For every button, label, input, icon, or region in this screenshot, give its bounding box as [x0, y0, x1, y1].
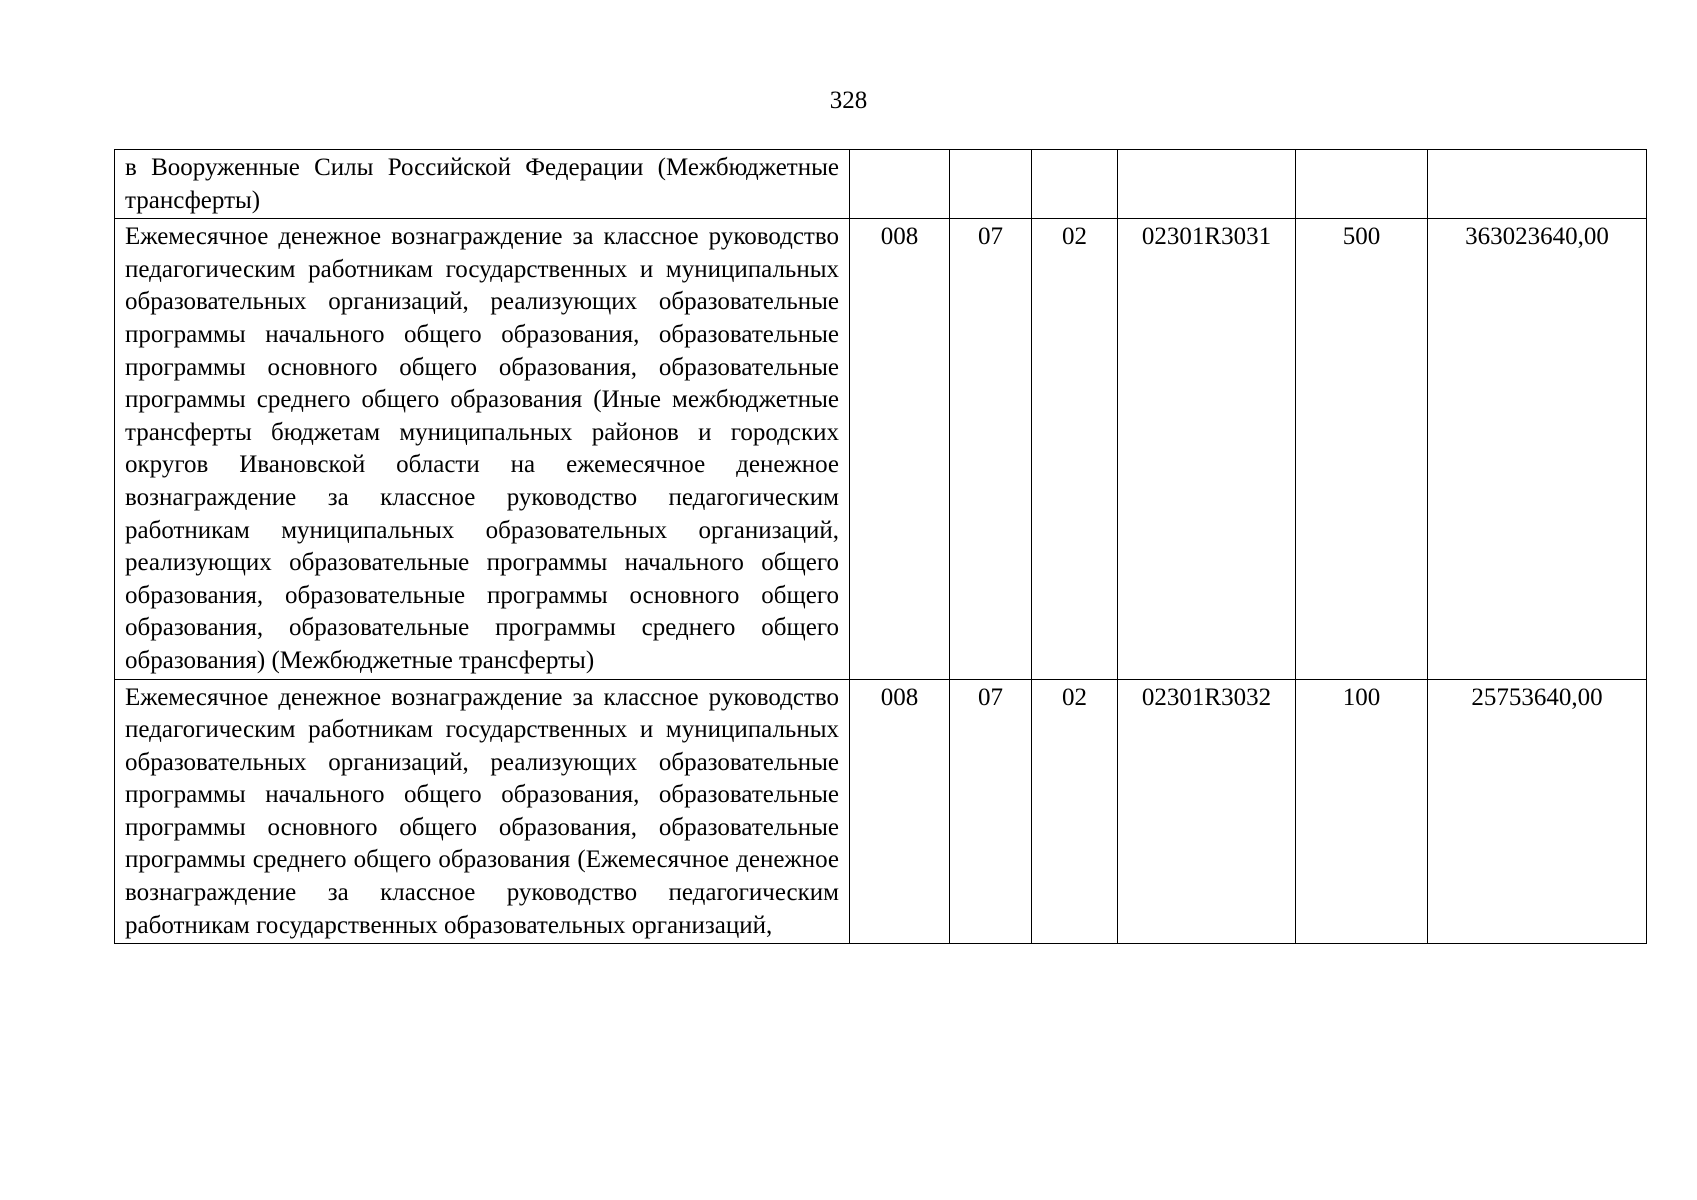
amount: 25753640,00	[1428, 679, 1647, 944]
row-description: Ежемесячное денежное вознаграждение за классное руководство педагогическим работникам государственных и муниципальных образовательных организаций, реализующих образовательные программы начального общего образования, образовательные программы основного общего образования, образовательные программы среднего общего образования (Иные межбюджетные трансферты бюджетам муниципальных районов и городских округов Ивановской области на ежемесячное денежное вознаграждение за классное руководство педагогическим работникам муниципальных образовательных организаций, реализующих образовательные программы начального общего образования, образовательные программы основного общего образования, образовательные программы среднего общего образования) (Межбюджетные трансферты)	[115, 219, 850, 679]
target-article-code	[1118, 150, 1296, 219]
section-code	[950, 150, 1032, 219]
section-code: 07	[950, 679, 1032, 944]
ministry-code: 008	[850, 219, 950, 679]
table-row	[115, 150, 1647, 219]
table-row	[115, 679, 1647, 944]
target-article-code: 02301R3032	[1118, 679, 1296, 944]
expense-type-code: 500	[1296, 219, 1428, 679]
ministry-code: 008	[850, 679, 950, 944]
target-article-code: 02301R3031	[1118, 219, 1296, 679]
row-description: Ежемесячное денежное вознаграждение за классное руководство педагогическим работникам государственных и муниципальных образовательных организаций, реализующих образовательные программы начального общего образования, образовательные программы основного общего образования, образовательные программы среднего общего образования (Ежемесячное денежное вознаграждение за классное руководство педагогическим работникам государственных образовательных организаций,	[115, 679, 850, 944]
expense-type-code: 100	[1296, 679, 1428, 944]
budget-table	[114, 149, 1647, 944]
table-row	[115, 219, 1647, 679]
section-code: 07	[950, 219, 1032, 679]
subsection-code: 02	[1032, 219, 1118, 679]
amount: 363023640,00	[1428, 219, 1647, 679]
amount	[1428, 150, 1647, 219]
row-description: в Вооруженные Силы Российской Федерации (Межбюджетные трансферты)	[115, 150, 850, 219]
expense-type-code	[1296, 150, 1428, 219]
subsection-code: 02	[1032, 679, 1118, 944]
subsection-code	[1032, 150, 1118, 219]
page-number: 328	[829, 87, 868, 114]
ministry-code	[850, 150, 950, 219]
